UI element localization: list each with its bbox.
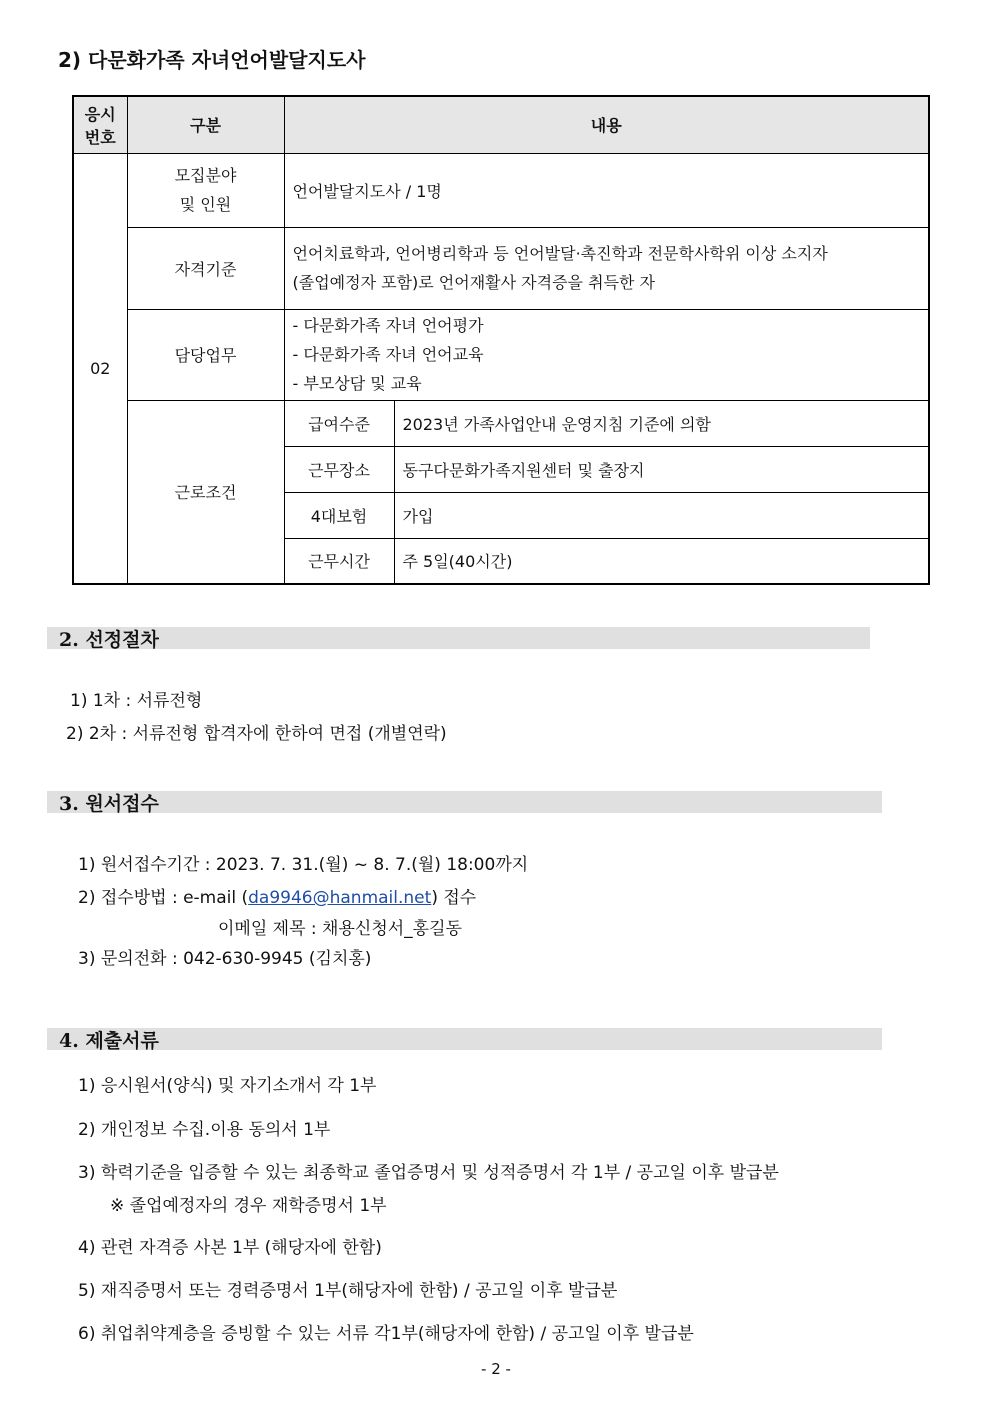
email-link[interactable]: da9946@hanmail.net: [248, 888, 432, 908]
header-num-line1: 응시: [84, 104, 116, 124]
qualification-line1: 언어치료학과, 언어병리학과 등 언어발달·촉진학과 전문학사학위 이상 소지자: [292, 244, 828, 263]
application-heading-bar: [47, 791, 882, 813]
recruit-label: [127, 153, 284, 227]
table-row: [73, 400, 929, 446]
selection-item: 1) 1차 : 서류전형: [70, 691, 203, 711]
work-key: 4대보험: [284, 492, 394, 538]
document-item: 6) 취업취약계층을 증빙할 수 있는 서류 각1부(해당자에 한함) / 공고일 이후 발급분: [78, 1324, 694, 1344]
work-value: 주 5일(40시간): [394, 538, 929, 584]
document-item: 4) 관련 자격증 사본 1부 (해당자에 한함): [78, 1238, 382, 1258]
recruit-label-line2: 및 인원: [179, 195, 232, 214]
email-subject: 이메일 제목 : 채용신청서_홍길동: [218, 919, 462, 939]
work-value: 가입: [394, 492, 929, 538]
duty-line2: - 다문화가족 자녀 언어교육: [292, 345, 484, 364]
selection-heading: 2. 선정절차: [59, 629, 159, 651]
application-period: 1) 원서접수기간 : 2023. 7. 31.(월) ~ 8. 7.(월) 18:00까지: [78, 855, 529, 875]
work-value: 2023년 가족사업안내 운영지침 기준에 의함: [394, 400, 929, 446]
selection-item: 2) 2차 : 서류전형 합격자에 한하여 면접 (개별연락): [66, 724, 447, 744]
work-label: 근로조건: [127, 400, 284, 584]
header-content: 내용: [284, 96, 929, 153]
application-method: [78, 883, 476, 908]
header-category: 구분: [127, 96, 284, 153]
qualification-line2: (졸업예정자 포함)로 언어재활사 자격증을 취득한 자: [292, 273, 655, 292]
work-key: 근무장소: [284, 446, 394, 492]
header-exam-number: [73, 96, 127, 153]
header-num-line2: 번호: [84, 127, 116, 147]
recruit-value: 언어발달지도사 / 1명: [284, 153, 929, 227]
document-item: 5) 재직증명서 또는 경력증명서 1부(해당자에 한함) / 공고일 이후 발급분: [78, 1281, 618, 1301]
documents-heading-bar: [47, 1028, 882, 1050]
duty-line3: - 부모상담 및 교육: [292, 374, 422, 393]
duty-line1: - 다문화가족 자녀 언어평가: [292, 316, 484, 335]
table-row: [73, 227, 929, 309]
document-item: 2) 개인정보 수집.이용 동의서 1부: [78, 1120, 331, 1140]
work-key: 급여수준: [284, 400, 394, 446]
contact-phone: 3) 문의전화 : 042-630-9945 (김치홍): [78, 949, 372, 969]
selection-heading-bar: [47, 627, 870, 649]
page-number: - 2 -: [481, 1360, 511, 1378]
work-value: 동구다문화가족지원센터 및 출장지: [394, 446, 929, 492]
table-row: [73, 309, 929, 400]
document-item: 3) 학력기준을 입증할 수 있는 최종학교 졸업증명서 및 성적증명서 각 1부 / 공고일 이후 발급분: [78, 1163, 779, 1183]
work-key: 근무시간: [284, 538, 394, 584]
method-prefix: 2) 접수방법 : e-mail (: [78, 888, 249, 908]
document-item: 1) 응시원서(양식) 및 자기소개서 각 1부: [78, 1076, 377, 1096]
document-note: ※ 졸업예정자의 경우 재학증명서 1부: [110, 1196, 387, 1216]
method-suffix: ) 접수: [431, 888, 477, 908]
table-row: [73, 153, 929, 227]
application-heading: 3. 원서접수: [59, 793, 159, 815]
qualification-value: [284, 227, 929, 309]
table-header: [73, 96, 929, 153]
duty-value: [284, 309, 929, 400]
recruit-label-line1: 모집분야: [174, 166, 237, 185]
duty-label: 담당업무: [127, 309, 284, 400]
section-title: 2) 다문화가족 자녀언어발달지도사: [58, 48, 366, 72]
documents-heading: 4. 제출서류: [59, 1030, 159, 1052]
qualification-label: 자격기준: [127, 227, 284, 309]
exam-number: 02: [73, 153, 127, 584]
job-table: [72, 95, 930, 585]
